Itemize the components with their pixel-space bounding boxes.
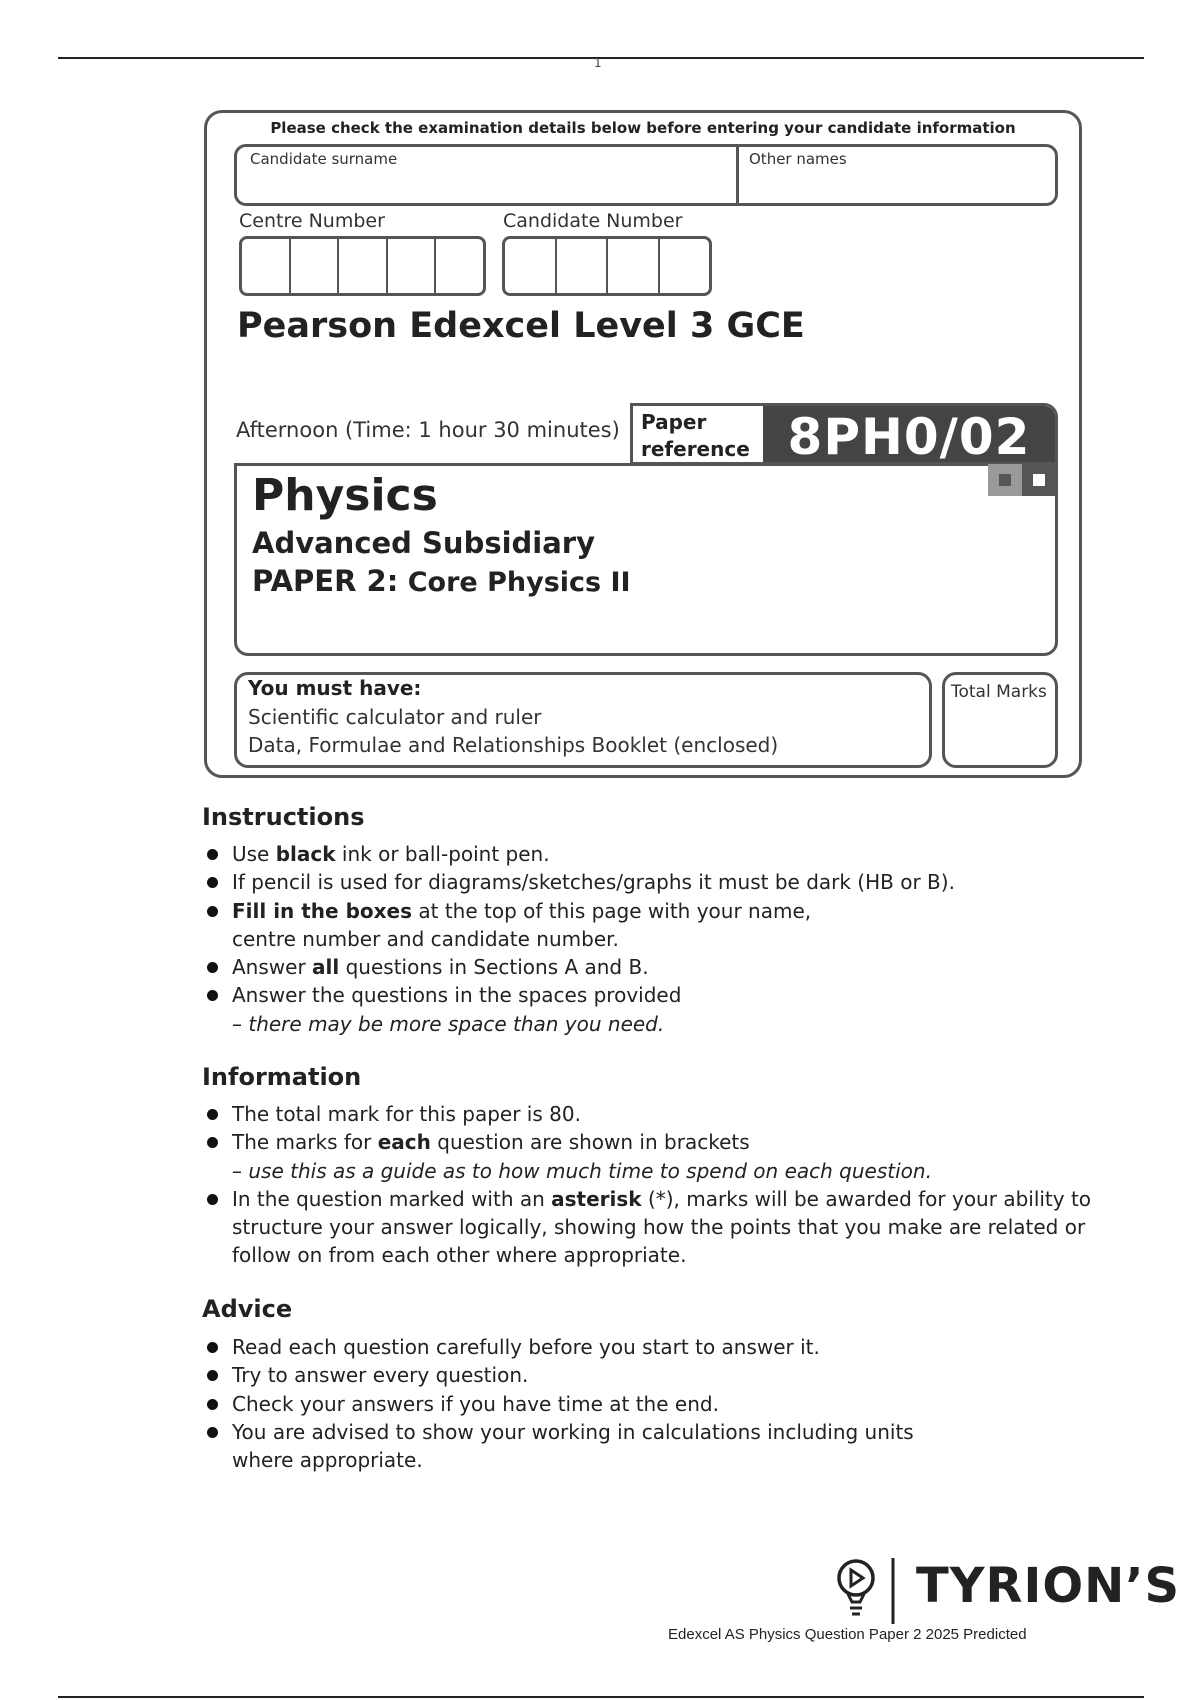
- candidate-number-cell[interactable]: [505, 239, 557, 293]
- item-text: at the top of this page with your name,: [412, 898, 812, 923]
- paper-name: Core Physics II: [398, 567, 631, 598]
- instructions-list: [0, 840, 1102, 1038]
- item-emphasis: black: [275, 842, 336, 866]
- bullet-icon: [207, 906, 218, 917]
- paper-title: [252, 564, 631, 598]
- centre-number-cell[interactable]: [339, 239, 388, 293]
- bullet-icon: [207, 962, 218, 973]
- must-have-item: Scientific calculator and ruler: [248, 705, 542, 729]
- registration-squares-icon: [988, 464, 1056, 496]
- list-item: [0, 868, 1102, 896]
- item-emphasis: all: [312, 955, 340, 980]
- qualification-level: Advanced Subsidiary: [252, 526, 596, 560]
- bullet-icon: [207, 1109, 218, 1120]
- list-item: [0, 840, 1102, 868]
- item-text: where appropriate.: [232, 1448, 423, 1473]
- paper-number: PAPER 2:: [252, 564, 399, 598]
- paper-reference-label: [641, 409, 750, 463]
- must-have-title: You must have:: [248, 676, 422, 700]
- bullet-icon: [207, 849, 218, 860]
- item-text: (*), marks will be awarded for your ability to: [641, 1186, 1092, 1211]
- item-text: In the question marked with an: [232, 1186, 552, 1211]
- list-item: [0, 981, 1102, 1038]
- item-text: The total mark for this paper is 80.: [232, 1102, 581, 1126]
- item-text: Answer: [232, 955, 313, 980]
- candidate-number-label: Candidate Number: [503, 210, 683, 232]
- item-text: Answer the questions in the spaces provided: [232, 983, 682, 1008]
- item-text: If pencil is used for diagrams/sketches/graphs it must be dark (HB or B).: [232, 870, 955, 895]
- candidate-surname-label: Candidate surname: [250, 150, 398, 168]
- bullet-icon: [207, 1370, 218, 1381]
- centre-number-cell[interactable]: [242, 239, 291, 293]
- bullet-icon: [207, 990, 218, 1001]
- item-text: Use: [232, 842, 276, 866]
- item-text: You are advised to show your working in calculations including units: [232, 1419, 914, 1444]
- list-item: [0, 1418, 1102, 1475]
- subject-title: Physics: [252, 470, 438, 521]
- paper-reference-label-line1: Paper: [641, 410, 707, 434]
- advice-list: [0, 1333, 1102, 1474]
- information-list: [0, 1100, 1102, 1270]
- item-text: Read each question carefully before you start to answer it.: [232, 1335, 820, 1359]
- bullet-icon: [207, 1137, 218, 1148]
- other-names-label: Other names: [749, 150, 847, 168]
- item-text: follow on from each other where appropriate.: [232, 1243, 687, 1268]
- list-item: [0, 1333, 1102, 1361]
- candidate-number-cell[interactable]: [557, 239, 609, 293]
- centre-number-label: Centre Number: [239, 210, 385, 232]
- list-item: [0, 1185, 1102, 1270]
- bullet-icon: [207, 1194, 218, 1205]
- bullet-icon: [207, 1399, 218, 1410]
- footer-caption: Edexcel AS Physics Question Paper 2 2025 Predicted: [668, 1626, 1027, 1643]
- paper-reference-label-line2: reference: [641, 437, 750, 461]
- item-emphasis: each: [377, 1130, 431, 1155]
- item-text: centre number and candidate number.: [232, 926, 619, 951]
- paper-reference-box: [630, 403, 1058, 465]
- candidate-number-cell[interactable]: [660, 239, 710, 293]
- exam-board-title: Pearson Edexcel Level 3 GCE: [237, 306, 805, 346]
- check-details-banner: Please check the examination details below before entering your candidate information: [270, 119, 1016, 137]
- list-item: [0, 1100, 1102, 1128]
- exam-session: Afternoon (Time: 1 hour 30 minutes): [236, 418, 620, 442]
- item-text: question are shown in brackets: [430, 1130, 750, 1155]
- item-emphasis: asterisk: [551, 1186, 642, 1211]
- candidate-number-boxes[interactable]: [502, 236, 712, 296]
- list-item: [0, 953, 1102, 981]
- list-item: [0, 897, 1102, 954]
- centre-number-boxes[interactable]: [239, 236, 486, 296]
- candidate-number-cell[interactable]: [608, 239, 660, 293]
- instructions-heading: Instructions: [202, 803, 365, 831]
- list-item: [0, 1361, 1102, 1389]
- bottom-rule: [58, 1696, 1144, 1698]
- item-text: Check your answers if you have time at the end.: [232, 1391, 719, 1416]
- item-note: – there may be more space than you need.: [232, 1011, 665, 1036]
- dark-square-icon: [1022, 464, 1056, 496]
- item-note: – use this as a guide as to how much time to spend on each question.: [232, 1158, 932, 1183]
- name-divider: [736, 147, 739, 203]
- bullet-icon: [207, 1427, 218, 1438]
- centre-number-cell[interactable]: [291, 239, 340, 293]
- list-item: [0, 1128, 1102, 1185]
- item-text: Try to answer every question.: [232, 1363, 529, 1388]
- advice-heading: Advice: [202, 1295, 293, 1323]
- paper-reference-code: 8PH0/02: [787, 408, 1031, 465]
- total-marks-label: Total Marks: [951, 682, 1047, 702]
- bullet-icon: [207, 1342, 218, 1353]
- grey-square-icon: [988, 464, 1022, 496]
- item-text: questions in Sections A and B.: [339, 955, 649, 980]
- item-emphasis: Fill in the boxes: [232, 898, 412, 923]
- bullet-icon: [207, 877, 218, 888]
- information-heading: Information: [202, 1063, 362, 1091]
- item-text: The marks for: [232, 1130, 378, 1155]
- centre-number-cell[interactable]: [388, 239, 437, 293]
- centre-number-cell[interactable]: [436, 239, 483, 293]
- page-number: 1: [594, 56, 602, 70]
- list-item: [0, 1390, 1102, 1418]
- item-text: ink or ball-point pen.: [335, 842, 550, 866]
- logo-wordmark: TYRION’S: [916, 1558, 1181, 1614]
- must-have-item: Data, Formulae and Relationships Booklet (enclosed): [248, 733, 779, 757]
- item-text: structure your answer logically, showing how the points that you make are related or: [232, 1215, 1086, 1240]
